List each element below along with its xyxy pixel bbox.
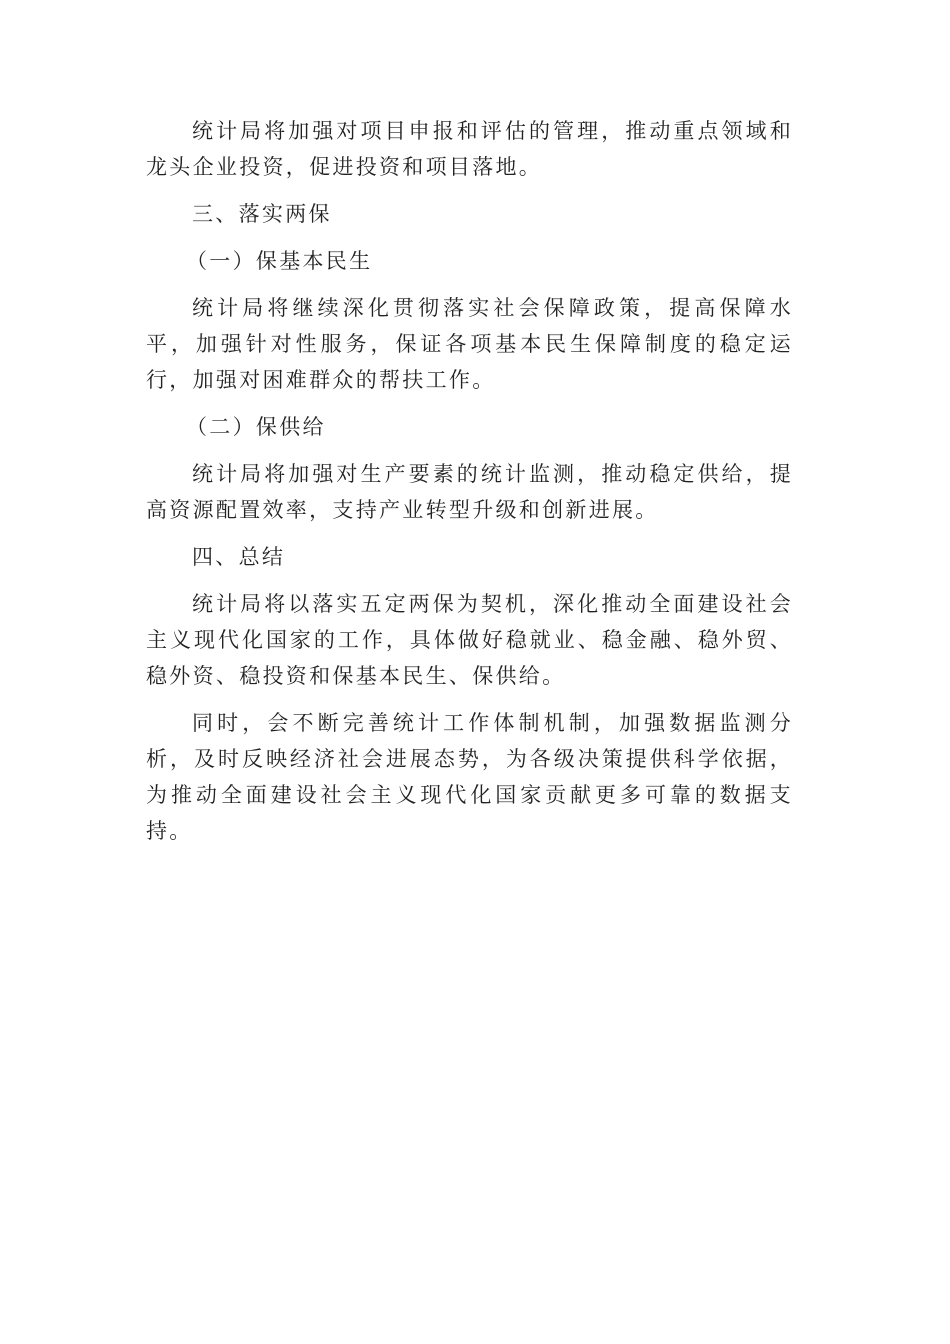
section-heading-summary: 四、总结 <box>192 545 286 569</box>
paragraph-project-management: 统计局将加强对项目申报和评估的管理，推动重点领域和龙头企业投资，促进投资和项目落地。 <box>146 119 793 179</box>
section-heading-two-guarantees: 三、落实两保 <box>192 202 332 226</box>
paragraph-conclusion: 同时，会不断完善统计工作体制机制，加强数据监测分析，及时反映经济社会进展态势，为各级决策提供科学依据，为推动全面建设社会主义现代化国家贡献更多可靠的数据支持。 <box>146 711 793 843</box>
subsection-heading-supply: （二）保供给 <box>186 415 326 439</box>
paragraph-social-security: 统计局将继续深化贯彻落实社会保障政策，提高保障水平，加强针对性服务，保证各项基本民生保障制度的稳定运行，加强对困难群众的帮扶工作。 <box>146 296 793 392</box>
paragraph-summary: 统计局将以落实五定两保为契机，深化推动全面建设社会主义现代化国家的工作，具体做好稳就业、稳金融、稳外贸、稳外资、稳投资和保基本民生、保供给。 <box>146 592 793 688</box>
subsection-heading-basic-livelihood: （一）保基本民生 <box>186 249 373 273</box>
paragraph-production-factors: 统计局将加强对生产要素的统计监测，推动稳定供给，提高资源配置效率，支持产业转型升级和创新进展。 <box>146 462 793 522</box>
document-body <box>146 113 793 860</box>
